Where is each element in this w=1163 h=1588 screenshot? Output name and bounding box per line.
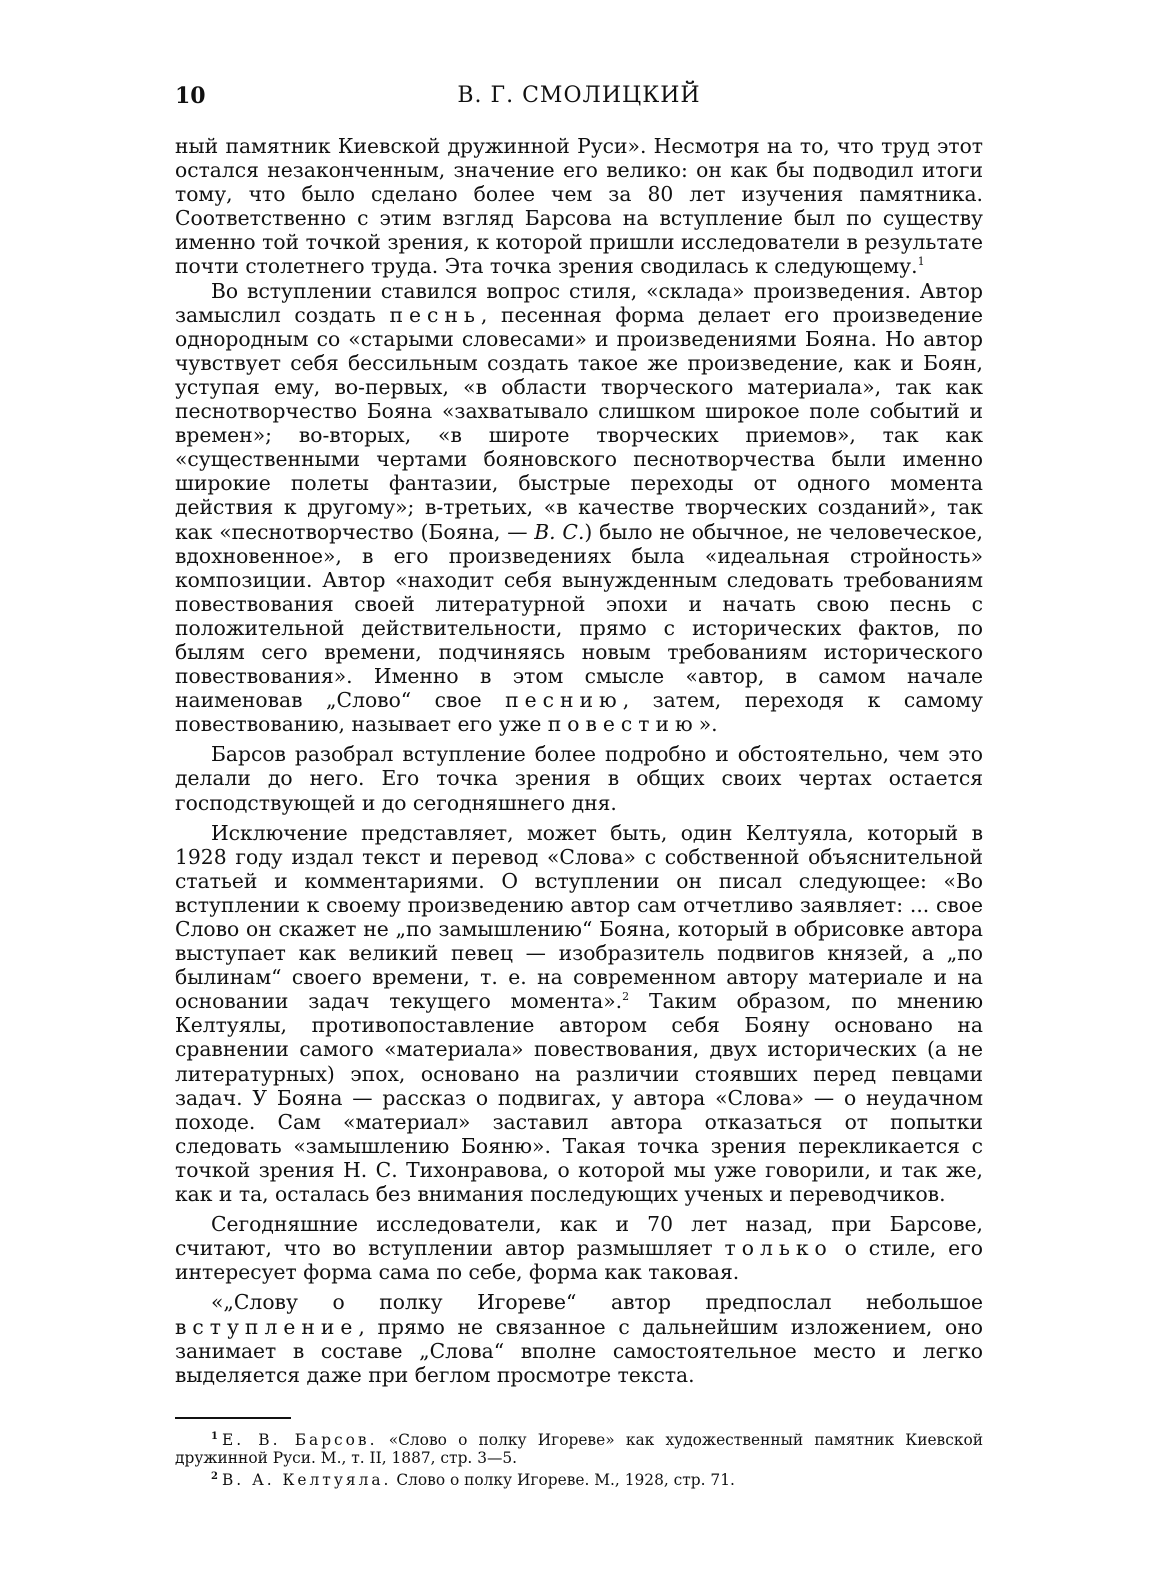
spaced-word: песнию <box>505 688 623 713</box>
page <box>175 78 983 1492</box>
footnote-author: Е. В. Барсов. <box>221 1430 378 1449</box>
paragraph-4 <box>175 821 983 1207</box>
paragraph-4-text: Таким образом, по мнению Келтуялы, противопоставление автором себя Бояну основано на сравнении самого «материала» повествования, двух исторических (а не литературных) эпох, основано на различии стоявших перед певцами задач. У Бояна — рассказ о подвигах, у автора «Слова» — о неудачном походе. Сам «материал» заставил автора отказаться от попытки следовать «замышлению Бояню». Такая точка зрения перекликается с точкой зрения Н. С. Тихонравова, о которой мы уже говорили, и так же, как и та, осталась без внимания последующих ученых и переводчиков. <box>175 989 983 1207</box>
spaced-word: только <box>724 1236 833 1261</box>
paragraph-1 <box>175 134 983 279</box>
footnote-divider <box>175 1417 291 1419</box>
footnotes <box>175 1431 983 1490</box>
spaced-word: вступление <box>175 1314 359 1339</box>
footnote-mark: 1 <box>211 1430 218 1442</box>
paragraph-4-text: Исключение представляет, может быть, один Келтуяла, который в 1928 году издал текст и перевод «Слова» с собственной объяснительной статьей и комментариями. О вступлении он писал следующее: «Во вступлении к своему произведению автор сам отчетливо заявляет: ... свое Слово он скажет не „по замышлению“ Бояна, который в обрисовке автора выступает как великий певец — изобразитель подвигов князей, а „по былинам“ своего времени, т. е. на современном автору материале и на основании задач текущего момента». <box>175 820 983 1014</box>
footnote-text: «Слово о полку Игореве» как художественный памятник Киевской дружинной Руси. М., т. II, 1887, стр. 3—5. <box>175 1430 983 1468</box>
footnote-author: В. А. Келтуяла. <box>221 1470 392 1489</box>
paragraph-1-text: ный памятник Киевской дружинной Руси». Несмотря на то, что труд этот остался незаконченным, значение его велико: он как бы подводил итоги тому, что было сделано более чем за 80 лет изучения памятника. Соответственно с этим взгляд Барсова на вступление был по существу именно той точкой зрения, к которой пришли исследователи в результате почти столетнего труда. Эта точка зрения сводилась к следующему. <box>175 134 983 279</box>
paragraph-2-text: ) было не обычное, не человеческое, вдохновенное», в его произведениях была «идеальная стройность» композиции. Автор «находит себя вынужденным следовать требованиям повествования своей литературной эпохи и начать свою песнь с положительной действительности, прямо с исторических фактов, по былям сего времени, подчиняясь новым требованиям исторического повествования». Именно в этом смысле «автор, в самом начале наименовав „Слово“ свое <box>175 519 983 713</box>
paragraph-6 <box>175 1290 983 1386</box>
paragraph-2-text: ». <box>698 712 718 737</box>
paragraph-5 <box>175 1212 983 1284</box>
paragraph-2 <box>175 279 983 737</box>
paragraph-2-text: , затем, переходя к самому повествованию, называет его уже <box>175 688 983 737</box>
paragraph-5-text: Сегодняшние исследователи, как и 70 лет назад, при Барсове, считают, что во вступлении автор размышляет <box>175 1212 983 1261</box>
page-number: 10 <box>175 83 206 109</box>
spaced-word: песнь <box>389 302 481 327</box>
paragraph-6-text: , прямо не связанное с дальнейшим изложением, оно занимает в составе „Слова“ вполне самостоятельное место и легко выделяется даже при беглом просмотре текста. <box>175 1314 983 1387</box>
footnote-mark: 2 <box>211 1470 218 1482</box>
page-header <box>175 78 983 114</box>
footnote-1 <box>175 1431 983 1468</box>
paragraph-5-text: о стиле, его интересует форма сама по себе, форма как таковая. <box>175 1236 983 1285</box>
footnote-ref-2[interactable]: 2 <box>622 990 630 1004</box>
spaced-word: повестию <box>547 712 699 737</box>
footnote-text: Слово о полку Игореве. М., 1928, стр. 71. <box>391 1470 735 1489</box>
paragraph-2-text: Во вступлении ставился вопрос стиля, «склада» произведения. Автор замыслил создать <box>175 278 983 327</box>
running-title: В. Г. СМОЛИЦКИЙ <box>457 83 701 108</box>
footnote-2 <box>175 1471 983 1490</box>
paragraph-6-text: «„Слову о полку Игореве“ автор предпослал небольшое <box>211 1290 983 1315</box>
footnote-ref-1[interactable]: 1 <box>917 255 925 269</box>
italic-initials: В. С. <box>534 519 585 544</box>
paragraph-3: Барсов разобрал вступление более подробно и обстоятельно, чем это делали до него. Его точка зрения в общих своих чертах остается господствующей и до сегодняшнего дня. <box>175 742 983 815</box>
paragraph-2-text: , песенная форма делает его произведение однородным со «старыми словесами» и произведениями Бояна. Но автор чувствует себя бессильным создать такое же произведение, как и Боян, уступая ему, во-первых, «в области творческого материала», так как песнотворчество Бояна «захватывало слишком широкое поле событий и времен»; во-вторых, «в широте творческих приемов», так как «существенными чертами бояновского песнотворчества были именно широкие полеты фантазии, быстрые переходы от одного момента действия к другому»; в-третьих, «в качестве творческих созданий», так как «песнотворчество (Бояна, — <box>175 302 983 544</box>
body-text <box>175 134 983 1387</box>
